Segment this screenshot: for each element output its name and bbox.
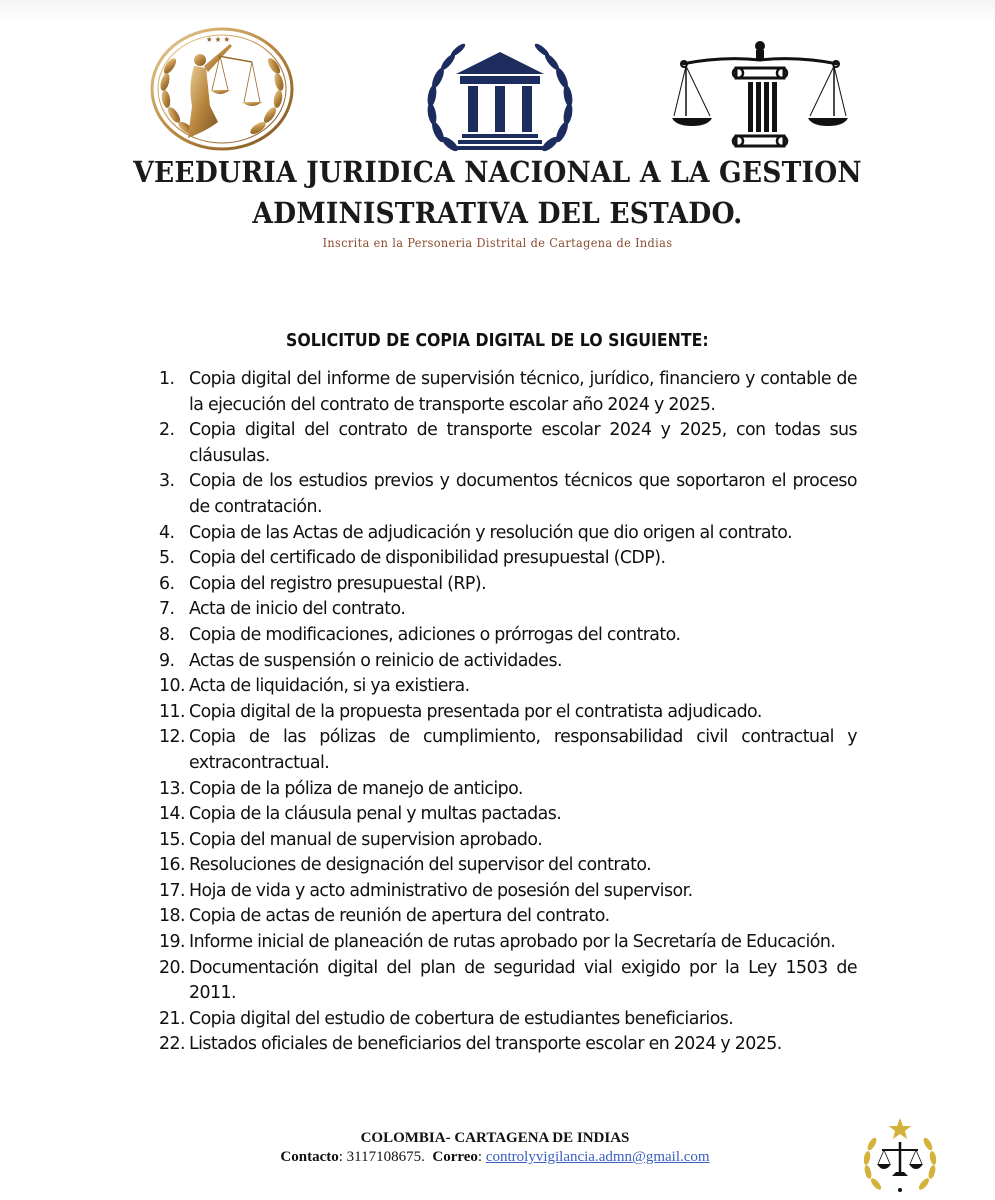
email-link[interactable]: controlyvigilancia.admn@gmail.com <box>485 1149 710 1165</box>
item-number: 18. <box>159 906 186 927</box>
request-item <box>155 930 857 956</box>
item-number: 4. <box>159 522 175 543</box>
request-item <box>155 802 857 828</box>
item-number: 13. <box>159 778 186 799</box>
item-number: 14. <box>159 804 186 825</box>
item-text: Resoluciones de designación del supervisor del contrato. <box>189 855 652 876</box>
svg-text:★ ★ ★: ★ ★ ★ <box>206 35 230 44</box>
org-title-line-2: ADMINISTRATIVA DEL ESTADO. <box>252 196 743 230</box>
footer-scales-logo-icon <box>858 1116 942 1196</box>
request-item <box>155 777 857 803</box>
request-item <box>155 367 857 418</box>
org-title-line-1: VEEDURIA JURIDICA NACIONAL A LA GESTION <box>133 155 862 189</box>
request-item <box>155 674 857 700</box>
item-text: Acta de inicio del contrato. <box>189 599 406 620</box>
lady-justice-logo-icon <box>148 26 296 152</box>
item-number: 15. <box>159 829 186 850</box>
contact-label: Contacto <box>280 1149 339 1165</box>
item-number: 22. <box>159 1034 186 1055</box>
item-text: Acta de liquidación, si ya existiera. <box>189 676 470 697</box>
request-item <box>155 546 857 572</box>
item-text: Listados oficiales de beneficiarios del transporte escolar en 2024 y 2025. <box>189 1034 782 1055</box>
footer-location: COLOMBIA- CARTAGENA DE INDIAS <box>360 1130 630 1146</box>
request-item <box>155 1032 857 1058</box>
footer-contact-line: Contacto: 3117108675. Correo: controlyvigilancia.admn@gmail.com <box>280 1149 710 1165</box>
request-item <box>155 649 857 675</box>
item-text: Copia de la póliza de manejo de anticipo. <box>189 778 523 799</box>
contact-phone: 3117108675. <box>346 1149 425 1165</box>
item-number: 16. <box>159 855 186 876</box>
item-text: Copia de actas de reunión de apertura del contrato. <box>189 906 610 927</box>
org-subtitle: Inscrita en la Personeria Distrital de Cartagena de Indias <box>322 236 673 250</box>
request-list <box>155 367 857 1058</box>
item-number: 6. <box>159 573 175 594</box>
item-number: 12. <box>159 727 186 748</box>
item-text: Copia de los estudios previos y documentos técnicos que soportaron el proceso de contratación. <box>189 471 857 517</box>
request-item <box>155 623 857 649</box>
item-text: Informe inicial de planeación de rutas aprobado por la Secretaría de Educación. <box>189 932 836 953</box>
item-number: 1. <box>159 369 175 389</box>
scales-column-logo-icon <box>672 38 848 154</box>
item-number: 2. <box>159 420 175 441</box>
item-text: Copia del registro presupuestal (RP). <box>189 573 487 594</box>
item-number: 21. <box>159 1008 186 1029</box>
request-item <box>155 572 857 598</box>
item-text: Copia de la cláusula penal y multas pactadas. <box>189 804 562 825</box>
item-number: 5. <box>159 548 175 569</box>
item-number: 19. <box>159 932 186 953</box>
item-text: Documentación digital del plan de seguridad vial exigido por la Ley 1503 de 2011. <box>189 957 857 1004</box>
request-item <box>155 725 857 776</box>
item-number: 17. <box>159 880 186 901</box>
request-item <box>155 521 857 547</box>
item-number: 11. <box>159 701 186 722</box>
item-text: Copia digital del informe de supervisión técnico, jurídico, financiero y contable de la ejecución del contrato de transporte escolar año 2024 y 2025. <box>189 369 857 415</box>
item-number: 8. <box>159 624 175 645</box>
item-number: 20. <box>159 957 186 978</box>
email-label: Correo <box>432 1149 478 1165</box>
item-number: 10. <box>159 676 186 697</box>
item-text: Copia del manual de supervision aprobado. <box>189 829 543 850</box>
item-text: Hoja de vida y acto administrativo de posesión del supervisor. <box>189 880 693 901</box>
request-item <box>155 828 857 854</box>
request-item <box>155 469 857 520</box>
request-item <box>155 700 857 726</box>
item-number: 3. <box>159 471 175 492</box>
request-item <box>155 879 857 905</box>
request-item <box>155 956 857 1007</box>
request-item <box>155 597 857 623</box>
request-item <box>155 853 857 879</box>
item-text: Copia de modificaciones, adiciones o prórrogas del contrato. <box>189 624 681 645</box>
item-text: Copia digital del estudio de cobertura de estudiantes beneficiarios. <box>189 1008 734 1029</box>
request-heading: SOLICITUD DE COPIA DIGITAL DE LO SIGUIENTE: <box>286 331 709 351</box>
item-text: Copia digital de la propuesta presentada por el contratista adjudicado. <box>189 701 762 722</box>
courthouse-logo-icon <box>418 36 582 154</box>
request-item <box>155 1007 857 1033</box>
item-text: Copia de las Actas de adjudicación y resolución que dio origen al contrato. <box>189 522 793 543</box>
request-item <box>155 904 857 930</box>
item-text: Actas de suspensión o reinicio de actividades. <box>189 650 562 671</box>
item-text: Copia del certificado de disponibilidad presupuestal (CDP). <box>189 548 666 569</box>
request-item <box>155 418 857 469</box>
page-top-edge <box>0 0 995 22</box>
item-text: Copia digital del contrato de transporte escolar 2024 y 2025, con todas sus cláusulas. <box>189 420 857 466</box>
item-number: 9. <box>159 650 175 671</box>
item-text: Copia de las pólizas de cumplimiento, responsabilidad civil contractual y extracontractual. <box>189 727 857 773</box>
item-number: 7. <box>159 599 175 620</box>
